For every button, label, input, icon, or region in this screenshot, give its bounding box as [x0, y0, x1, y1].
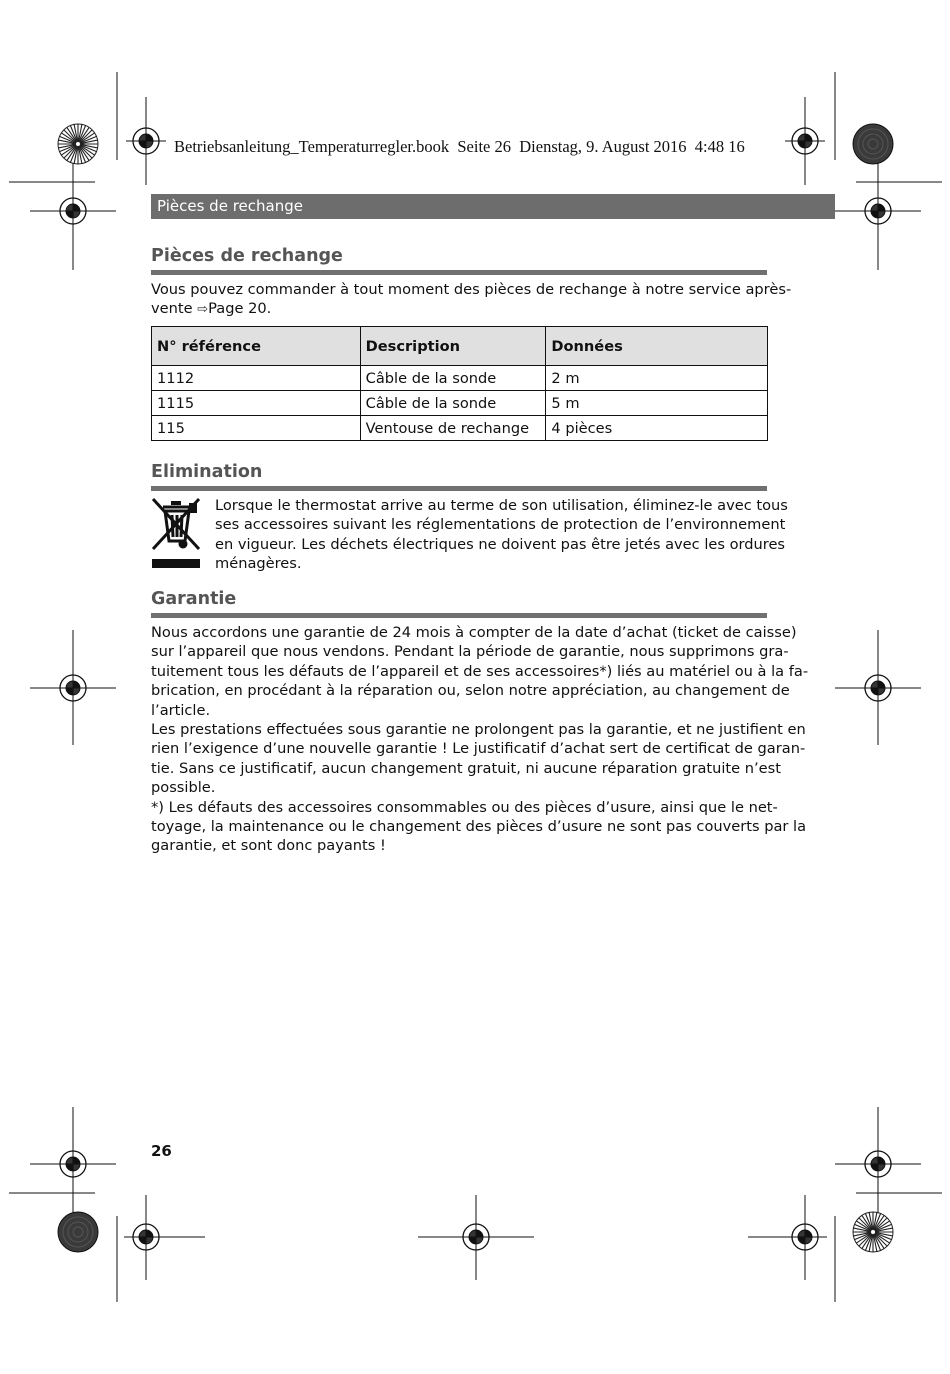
print-slug-line: Betriebsanleitung_Temperaturregler.book Seite 26 Dienstag, 9. August 2016 4:48 16 — [174, 137, 745, 156]
elimination-line: Lorsque le thermostat arrive au terme de son utilisation, éliminez-le avec tous — [215, 497, 788, 514]
warranty-line: rien l’exigence d’une nouvelle garantie ! Le justificatif d’achat sert de certificat de garan- — [151, 740, 806, 758]
warranty-line: l’article. — [151, 701, 211, 719]
chapter-banner: Pièces de rechange — [151, 194, 835, 219]
col-header-reference: N° référence — [152, 327, 361, 366]
parts-intro-text: vente — [151, 300, 198, 318]
warranty-line: sur l’appareil que nous vendons. Pendant la période de garantie, nous supprimons gra- — [151, 643, 789, 661]
elimination-heading: Elimination — [151, 462, 263, 482]
warranty-heading: Garantie — [151, 589, 237, 609]
cell-data: 2 m — [546, 366, 768, 391]
cell-data: 5 m — [546, 391, 768, 416]
warranty-line: possible. — [151, 779, 216, 797]
warranty-line: brication, en procédant à la réparation ou, selon notre appréciation, au changement de — [151, 682, 790, 700]
cell-description: Câble de la sonde — [360, 391, 546, 416]
warranty-line: tie. Sans ce justificatif, aucun changement gratuit, ni aucune réparation gratuite n’est — [151, 759, 781, 777]
parts-heading-rule — [151, 270, 767, 275]
elimination-line: ses accessoires suivant les réglementations de protection de l’environnement — [215, 516, 786, 534]
cell-description: Câble de la sonde — [360, 366, 546, 391]
table-row — [152, 416, 768, 441]
warranty-line: tuitement tous les défauts de l’appareil et de ses accessoires*) liés au matériel ou à la fa- — [151, 662, 809, 680]
table-header-row — [152, 327, 768, 366]
elimination-line: en vigueur. Les déchets électriques ne doivent pas être jetés avec les ordures — [215, 535, 786, 553]
cell-reference: 1115 — [152, 391, 361, 416]
cell-description: Ventouse de rechange — [360, 416, 546, 441]
col-header-description: Description — [360, 327, 546, 366]
warranty-line: Nous accordons une garantie de 24 mois à compter de la date d’achat (ticket de caisse) — [151, 624, 797, 641]
col-header-data: Données — [546, 327, 768, 366]
parts-intro — [151, 280, 792, 320]
spare-parts-table — [151, 326, 768, 441]
warranty-line: *) Les défauts des accessoires consommables ou des pièces d’usure, ainsi que le net- — [151, 798, 778, 816]
parts-intro-line-2 — [151, 299, 767, 319]
table-row — [152, 366, 768, 391]
page-reference-link[interactable]: Page 20. — [208, 300, 272, 318]
elimination-line: ménagères. — [215, 555, 302, 573]
table-row — [152, 391, 768, 416]
elimination-heading-rule — [151, 486, 767, 491]
warranty-line: garantie, et sont donc payants ! — [151, 837, 386, 855]
arrow-right-icon: ⇨ — [197, 302, 209, 318]
cell-reference: 115 — [152, 416, 361, 441]
warranty-line: toyage, la maintenance ou le changement des pièces d’usure ne sont pas couverts par la — [151, 818, 807, 836]
cell-reference: 1112 — [152, 366, 361, 391]
elimination-text — [215, 496, 788, 574]
warranty-line: Les prestations effectuées sous garantie ne prolongent pas la garantie, et ne justifient en — [151, 721, 806, 739]
crossed-out-wheelie-bin-icon — [151, 497, 201, 569]
warranty-text — [151, 623, 809, 856]
parts-intro-line-1: Vous pouvez commander à tout moment des pièces de rechange à notre service après- — [151, 281, 792, 298]
parts-heading: Pièces de rechange — [151, 246, 343, 266]
cell-data: 4 pièces — [546, 416, 768, 441]
page-number: 26 — [151, 1142, 172, 1160]
warranty-heading-rule — [151, 613, 767, 618]
